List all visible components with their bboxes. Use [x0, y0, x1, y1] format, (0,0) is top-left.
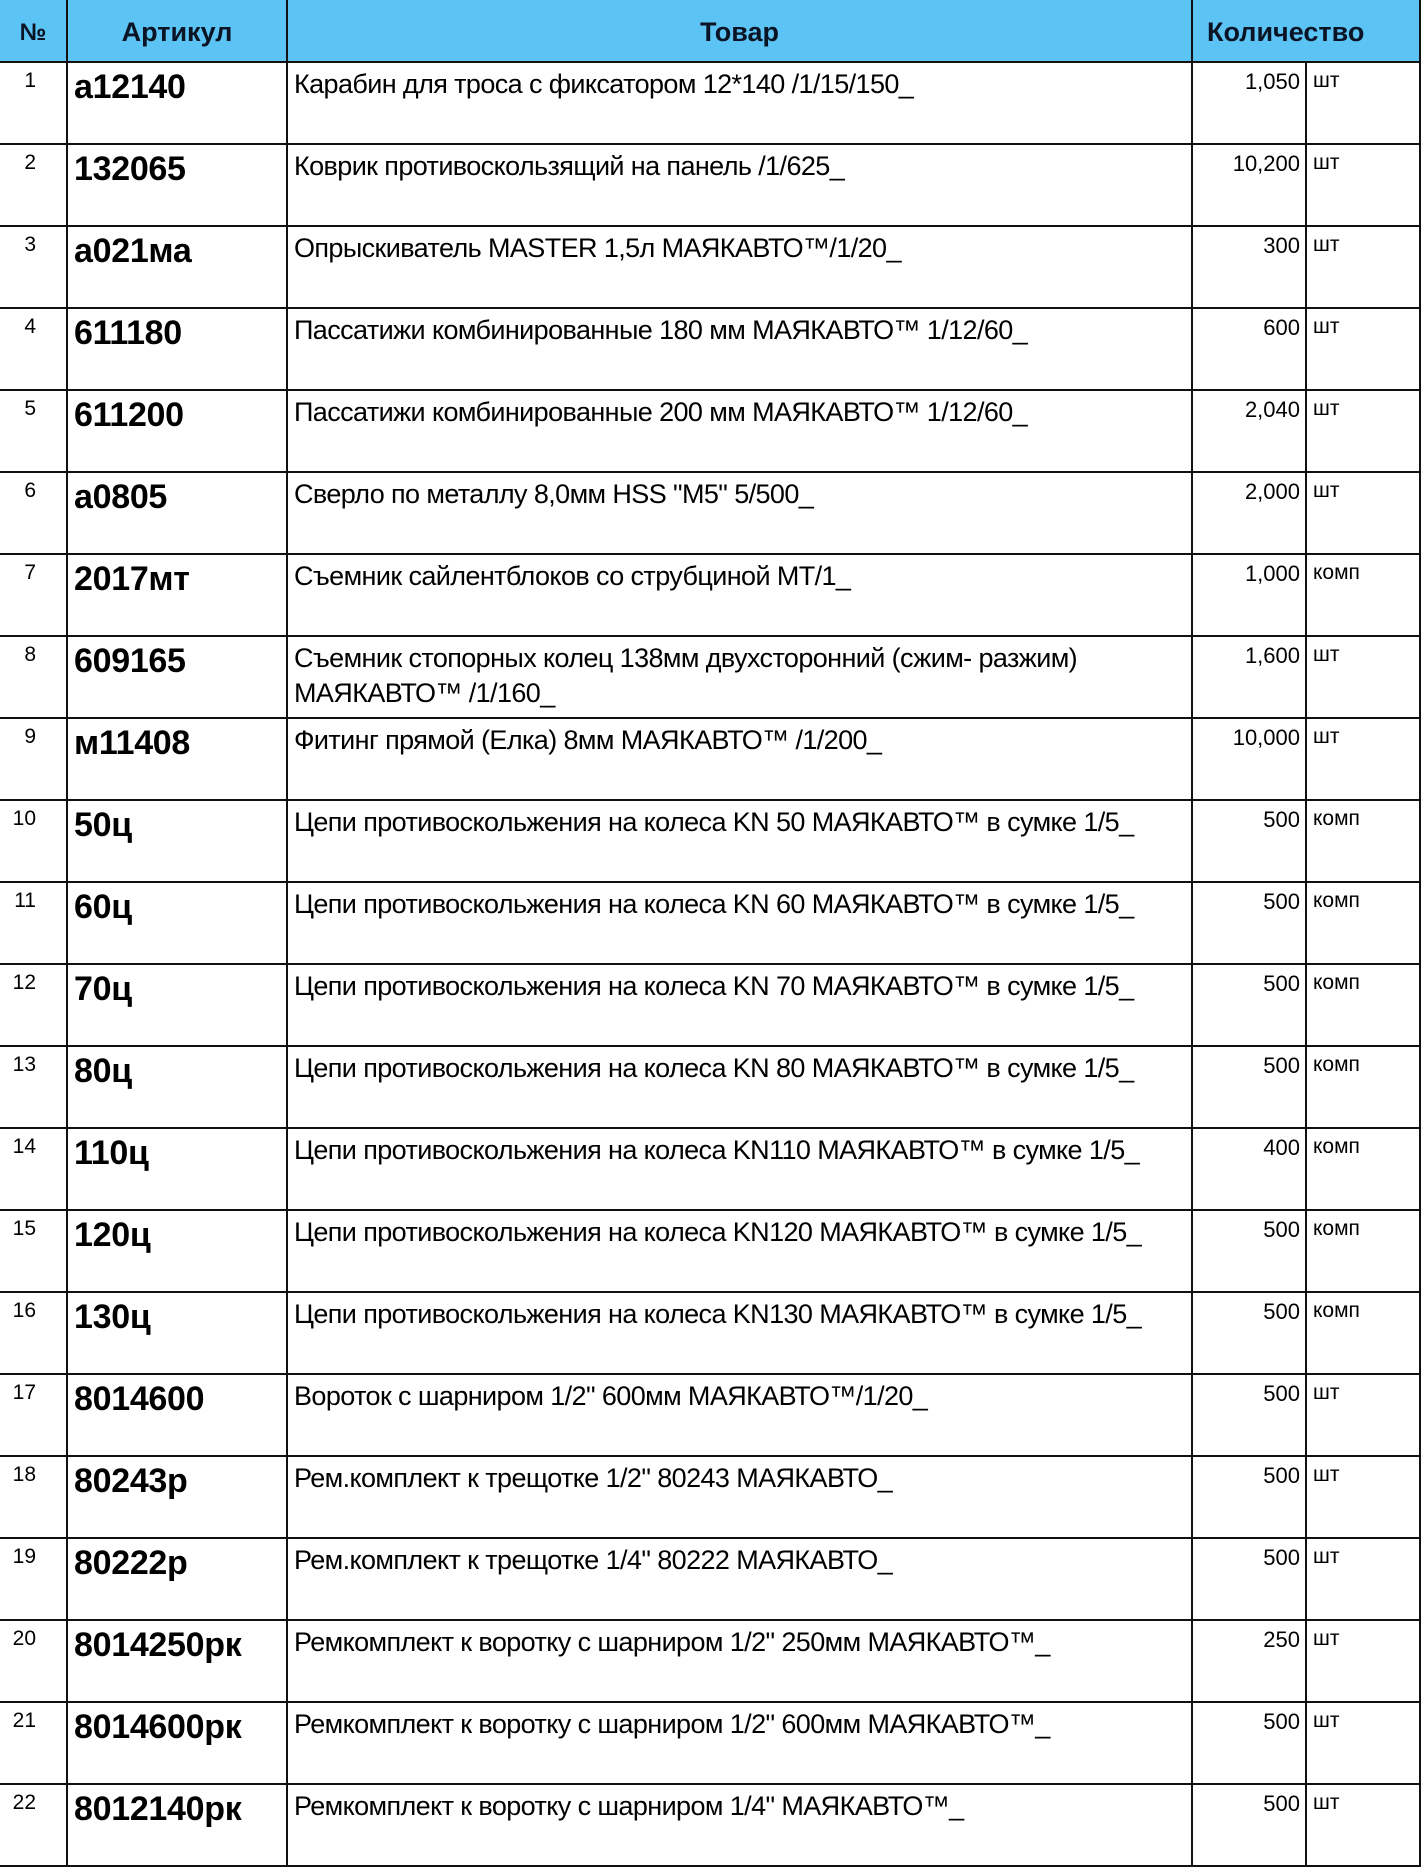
quantity-cell: 500 [1192, 1292, 1306, 1374]
quantity-cell: 2,040 [1192, 390, 1306, 472]
row-number: 1 [0, 62, 67, 144]
quantity-cell: 2,000 [1192, 472, 1306, 554]
row-number: 18 [0, 1456, 67, 1538]
unit-cell: шт [1306, 226, 1420, 308]
quantity-cell: 1,000 [1192, 554, 1306, 636]
product-name-cell: Цепи противоскольжения на колеса KN 70 МАЯКАВТО™ в сумке 1/5_ [287, 964, 1192, 1046]
unit-cell: шт [1306, 62, 1420, 144]
quantity-cell: 500 [1192, 1702, 1306, 1784]
table-row [0, 308, 1420, 390]
column-header-product: Товар [287, 0, 1192, 62]
article-cell: 8014600 [67, 1374, 287, 1456]
product-name-cell: Цепи противоскольжения на колеса KN 60 МАЯКАВТО™ в сумке 1/5_ [287, 882, 1192, 964]
product-name-cell: Цепи противоскольжения на колеса KN 80 МАЯКАВТО™ в сумке 1/5_ [287, 1046, 1192, 1128]
product-name-cell: Коврик противоскользящий на панель /1/625_ [287, 144, 1192, 226]
unit-cell: комп [1306, 1128, 1420, 1210]
unit-cell: шт [1306, 390, 1420, 472]
quantity-cell: 10,200 [1192, 144, 1306, 226]
row-number: 2 [0, 144, 67, 226]
row-number: 15 [0, 1210, 67, 1292]
article-cell: 120ц [67, 1210, 287, 1292]
article-cell: 50ц [67, 800, 287, 882]
table-row [0, 554, 1420, 636]
product-name-cell: Рем.комплект к трещотке 1/4" 80222 МАЯКАВТО_ [287, 1538, 1192, 1620]
unit-cell: комп [1306, 1292, 1420, 1374]
quantity-cell: 500 [1192, 800, 1306, 882]
article-cell: 611200 [67, 390, 287, 472]
row-number: 6 [0, 472, 67, 554]
product-name-cell: Цепи противоскольжения на колеса KN120 МАЯКАВТО™ в сумке 1/5_ [287, 1210, 1192, 1292]
quantity-cell: 500 [1192, 1784, 1306, 1866]
row-number: 9 [0, 718, 67, 800]
article-cell: 80243р [67, 1456, 287, 1538]
row-number: 17 [0, 1374, 67, 1456]
unit-cell: комп [1306, 882, 1420, 964]
row-number: 16 [0, 1292, 67, 1374]
column-header-quantity: Количество [1192, 0, 1420, 62]
table-row [0, 636, 1420, 718]
quantity-cell: 500 [1192, 1374, 1306, 1456]
row-number: 5 [0, 390, 67, 472]
table-header-row [0, 0, 1420, 62]
article-cell: а0805 [67, 472, 287, 554]
table-row [0, 390, 1420, 472]
quantity-cell: 500 [1192, 1538, 1306, 1620]
quantity-cell: 500 [1192, 1046, 1306, 1128]
article-cell: 60ц [67, 882, 287, 964]
unit-cell: комп [1306, 1046, 1420, 1128]
column-header-number: № [0, 0, 67, 62]
unit-cell: шт [1306, 1456, 1420, 1538]
quantity-cell: 500 [1192, 1456, 1306, 1538]
unit-cell: шт [1306, 1784, 1420, 1866]
row-number: 4 [0, 308, 67, 390]
row-number: 10 [0, 800, 67, 882]
row-number: 22 [0, 1784, 67, 1866]
column-header-article: Артикул [67, 0, 287, 62]
row-number: 8 [0, 636, 67, 718]
article-cell: 132065 [67, 144, 287, 226]
article-cell: а12140 [67, 62, 287, 144]
table-row [0, 882, 1420, 964]
product-name-cell: Пассатижи комбинированные 200 мм МАЯКАВТО™ 1/12/60_ [287, 390, 1192, 472]
unit-cell: шт [1306, 718, 1420, 800]
table-row [0, 1292, 1420, 1374]
product-name-cell: Рем.комплект к трещотке 1/2" 80243 МАЯКАВТО_ [287, 1456, 1192, 1538]
product-name-cell: Ремкомплект к воротку с шарниром 1/4" МАЯКАВТО™_ [287, 1784, 1192, 1866]
table-row [0, 964, 1420, 1046]
row-number: 14 [0, 1128, 67, 1210]
quantity-cell: 500 [1192, 964, 1306, 1046]
row-number: 11 [0, 882, 67, 964]
quantity-cell: 10,000 [1192, 718, 1306, 800]
unit-cell: шт [1306, 636, 1420, 718]
product-name-cell: Ремкомплект к воротку с шарниром 1/2" 250мм МАЯКАВТО™_ [287, 1620, 1192, 1702]
unit-cell: шт [1306, 144, 1420, 226]
product-name-cell: Цепи противоскольжения на колеса KN130 МАЯКАВТО™ в сумке 1/5_ [287, 1292, 1192, 1374]
article-cell: а021ма [67, 226, 287, 308]
article-cell: м11408 [67, 718, 287, 800]
article-cell: 130ц [67, 1292, 287, 1374]
product-name-cell: Пассатижи комбинированные 180 мм МАЯКАВТО™ 1/12/60_ [287, 308, 1192, 390]
row-number: 21 [0, 1702, 67, 1784]
unit-cell: комп [1306, 554, 1420, 636]
product-name-cell: Опрыскиватель MASTER 1,5л МАЯКАВТО™/1/20_ [287, 226, 1192, 308]
row-number: 20 [0, 1620, 67, 1702]
unit-cell: шт [1306, 472, 1420, 554]
quantity-cell: 1,050 [1192, 62, 1306, 144]
row-number: 7 [0, 554, 67, 636]
table-row [0, 1210, 1420, 1292]
product-name-cell: Сверло по металлу 8,0мм HSS "M5" 5/500_ [287, 472, 1192, 554]
table-row [0, 144, 1420, 226]
unit-cell: шт [1306, 1702, 1420, 1784]
product-name-cell: Цепи противоскольжения на колеса KN 50 МАЯКАВТО™ в сумке 1/5_ [287, 800, 1192, 882]
product-name-cell: Съемник стопорных колец 138мм двухсторонний (сжим- разжим) МАЯКАВТО™ /1/160_ [287, 636, 1192, 718]
article-cell: 8014250рк [67, 1620, 287, 1702]
quantity-cell: 250 [1192, 1620, 1306, 1702]
article-cell: 80ц [67, 1046, 287, 1128]
table-row [0, 718, 1420, 800]
table-row [0, 1784, 1420, 1866]
article-cell: 8012140рк [67, 1784, 287, 1866]
table-row [0, 800, 1420, 882]
unit-cell: комп [1306, 964, 1420, 1046]
product-name-cell: Карабин для троса с фиксатором 12*140 /1/15/150_ [287, 62, 1192, 144]
product-name-cell: Фитинг прямой (Елка) 8мм МАЯКАВТО™ /1/200_ [287, 718, 1192, 800]
quantity-cell: 500 [1192, 882, 1306, 964]
quantity-cell: 500 [1192, 1210, 1306, 1292]
table-row [0, 1538, 1420, 1620]
product-name-cell: Съемник сайлентблоков со струбциной МТ/1_ [287, 554, 1192, 636]
article-cell: 8014600рк [67, 1702, 287, 1784]
unit-cell: комп [1306, 1210, 1420, 1292]
table-row [0, 226, 1420, 308]
table-row [0, 62, 1420, 144]
table-row [0, 1702, 1420, 1784]
article-cell: 80222р [67, 1538, 287, 1620]
product-name-cell: Ремкомплект к воротку с шарниром 1/2" 600мм МАЯКАВТО™_ [287, 1702, 1192, 1784]
quantity-cell: 1,600 [1192, 636, 1306, 718]
product-name-cell: Вороток с шарниром 1/2" 600мм МАЯКАВТО™/1/20_ [287, 1374, 1192, 1456]
unit-cell: шт [1306, 1374, 1420, 1456]
table-row [0, 1620, 1420, 1702]
article-cell: 609165 [67, 636, 287, 718]
table-row [0, 1128, 1420, 1210]
article-cell: 2017мт [67, 554, 287, 636]
unit-cell: шт [1306, 1620, 1420, 1702]
article-cell: 110ц [67, 1128, 287, 1210]
row-number: 3 [0, 226, 67, 308]
row-number: 19 [0, 1538, 67, 1620]
quantity-cell: 400 [1192, 1128, 1306, 1210]
table-row [0, 472, 1420, 554]
quantity-cell: 300 [1192, 226, 1306, 308]
quantity-cell: 600 [1192, 308, 1306, 390]
table-row [0, 1374, 1420, 1456]
table-row [0, 1046, 1420, 1128]
article-cell: 611180 [67, 308, 287, 390]
unit-cell: шт [1306, 308, 1420, 390]
article-cell: 70ц [67, 964, 287, 1046]
table-row [0, 1456, 1420, 1538]
unit-cell: комп [1306, 800, 1420, 882]
row-number: 13 [0, 1046, 67, 1128]
unit-cell: шт [1306, 1538, 1420, 1620]
row-number: 12 [0, 964, 67, 1046]
product-name-cell: Цепи противоскольжения на колеса KN110 МАЯКАВТО™ в сумке 1/5_ [287, 1128, 1192, 1210]
